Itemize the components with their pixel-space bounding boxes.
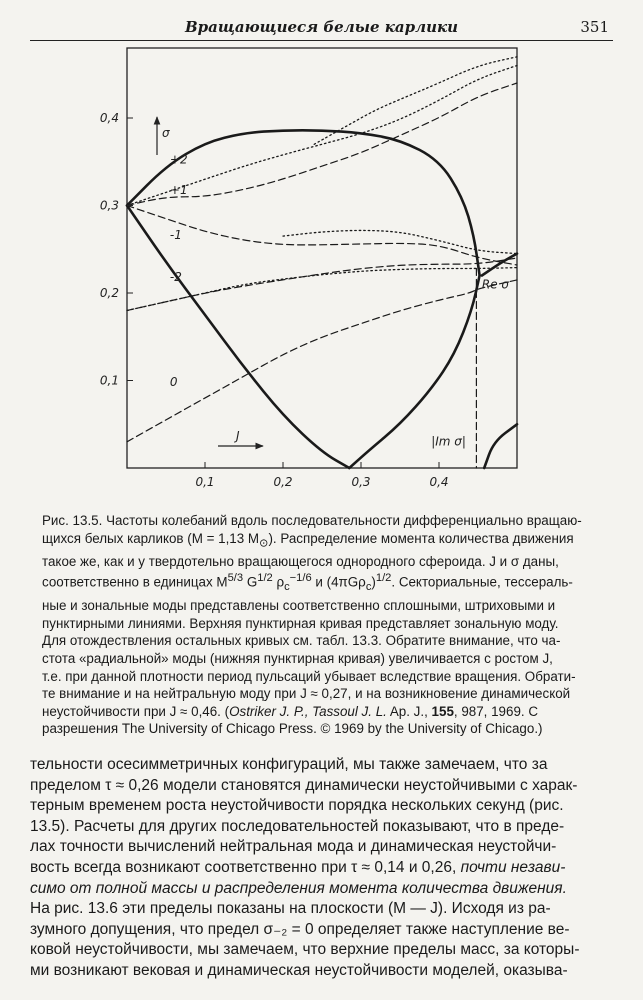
figure-caption bbox=[42, 512, 617, 738]
label-layer bbox=[162, 126, 509, 448]
page-number: 351 bbox=[580, 18, 609, 36]
curve-annotation: +2 bbox=[169, 152, 188, 167]
series-line-10 bbox=[127, 277, 517, 442]
series-line-12 bbox=[484, 424, 517, 468]
caption-line: такое же, как и у твердотельно вращающегося однородного сфероида. J и σ даны, bbox=[42, 553, 559, 569]
curve-annotation: Re σ bbox=[481, 277, 510, 292]
caption-line: пунктирными линиями. Верхняя пунктирная кривая представляет зональную моду. bbox=[42, 615, 559, 631]
citation-authors: Ostriker J. P., Tassoul J. L. bbox=[229, 703, 387, 719]
caption-label: Рис. 13.5. bbox=[42, 513, 103, 528]
body-line: лах точности вычислений нейтральная мода и динамическая неустойчи- bbox=[30, 838, 557, 856]
body-line: зумного допущения, что предел σ₋₂ = 0 определяет также наступление ве- bbox=[30, 920, 570, 938]
series-line-7 bbox=[283, 230, 517, 253]
caption-line: Рис. 13.5. Частоты колебаний вдоль последовательности дифференциально вращаю- bbox=[42, 513, 582, 528]
series-line-6 bbox=[127, 206, 517, 266]
y-tick-label: 0,4 bbox=[99, 111, 119, 125]
figure-13-5-chart bbox=[0, 45, 643, 505]
page-header bbox=[0, 16, 643, 40]
caption-line: неустойчивости при J ≈ 0,46. (Ostriker J. P., Tassoul J. L. Ap. J., 155, 987, 1969. С bbox=[42, 703, 539, 719]
caption-line: разрешения The University of Chicago Press. © 1969 by the University of Chicago.) bbox=[42, 721, 543, 737]
x-tick-label: 0,1 bbox=[195, 475, 215, 489]
body-line: терным временем роста неустойчивости порядка нескольких секунд (рис. bbox=[30, 797, 564, 815]
plot-frame bbox=[127, 48, 517, 468]
curve-annotation: +1 bbox=[169, 183, 188, 198]
caption-line: ные и зональные моды представлены соответственно сплошными, штриховыми и bbox=[42, 598, 556, 614]
body-line: На рис. 13.6 эти пределы показаны на плоскости (М — J). Исходя из ра- bbox=[30, 900, 551, 918]
caption-line: Для отождествления остальных кривых см. табл. 13.3. Обратите внимание, что ча- bbox=[42, 633, 561, 649]
curve-annotation: 0 bbox=[169, 374, 178, 389]
curve-annotation: -1 bbox=[169, 227, 182, 242]
body-line: симо от полной массы и распределения момента количества движения. bbox=[30, 879, 567, 897]
curve-annotation: -2 bbox=[169, 269, 182, 284]
caption-line: т.е. при данной плотности период пульсаций убывает вследствие вращения. Обрати- bbox=[42, 668, 576, 684]
y-tick-label: 0,3 bbox=[99, 198, 119, 213]
x-axis-label: J bbox=[236, 429, 240, 443]
running-title: Вращающиеся белые карлики bbox=[184, 18, 459, 36]
header-rule bbox=[30, 40, 613, 41]
caption-line: соответственно в единицах $M^{5/3}$ $G^{1/2}$ $\rho_c^{-1/6}$ и $(4\pi G\rho_c)^{1/2}$. Секториальные, тессераль- bbox=[42, 572, 573, 594]
x-tick-label: 0,3 bbox=[351, 475, 371, 489]
y-tick-label: 0,1 bbox=[99, 373, 119, 388]
citation-volume: 155 bbox=[431, 703, 454, 719]
body-line: тельности осесимметричных конфигураций, мы также замечаем, что за bbox=[30, 756, 548, 773]
caption-line: стота «радиальной» моды (нижняя пунктирная кривая) увеличивается с ростом J, bbox=[42, 650, 553, 666]
x-tick-label: 0,4 bbox=[429, 475, 449, 489]
caption-line: щихся белых карликов (М = 1,13 $М_⊙$). Распределение момента количества движения bbox=[42, 530, 574, 550]
curve-annotation: |Im σ| bbox=[431, 434, 466, 449]
series-layer bbox=[127, 57, 517, 468]
x-tick-label: 0,2 bbox=[273, 475, 293, 489]
tick-layer bbox=[100, 111, 449, 489]
body-text bbox=[30, 755, 617, 982]
body-line: пределом τ ≈ 0,26 модели становятся динамически неустойчивыми с харак- bbox=[30, 776, 578, 794]
y-tick-label: 0,2 bbox=[99, 286, 119, 300]
body-line: ковой неустойчивости, мы замечаем, что верхние пределы масс, за которы- bbox=[30, 941, 580, 959]
body-line: вость всегда возникают соответственно при τ ≈ 0,14 и 0,26, почти незави- bbox=[30, 858, 566, 876]
caption-line: те внимание и на нейтральную моду при J ≈ 0,27, и на возникновение динамической bbox=[42, 686, 571, 702]
body-line: 13.5). Расчеты для других последовательностей показывают, что в преде- bbox=[30, 817, 565, 835]
series-line-13 bbox=[482, 254, 517, 276]
series-line-9 bbox=[127, 258, 517, 311]
y-axis-label: σ bbox=[162, 126, 170, 140]
body-line: ми возникают вековая и динамическая неустойчивости моделей, оказыва- bbox=[30, 961, 568, 979]
